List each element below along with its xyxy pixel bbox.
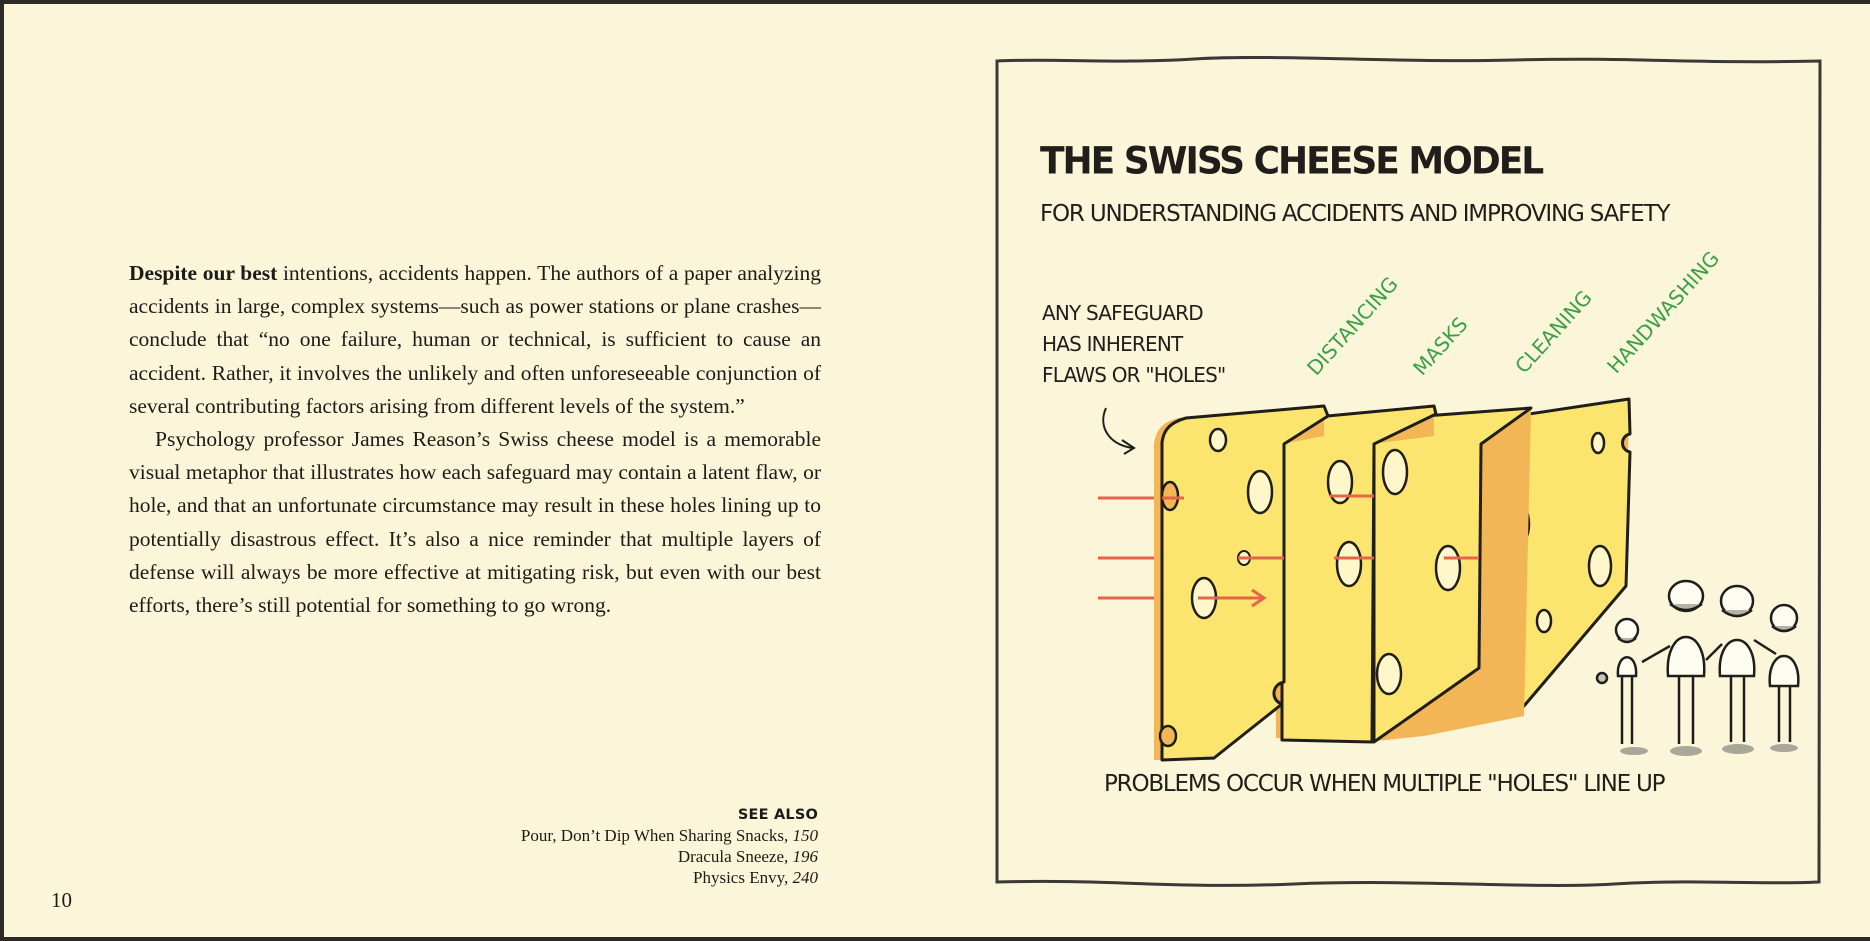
see-also-page: 196 xyxy=(792,847,818,866)
see-also xyxy=(398,805,818,888)
family-figures xyxy=(1597,581,1798,756)
figure-subtitle: FOR UNDERSTANDING ACCIDENTS AND IMPROVING SAFETY xyxy=(1040,201,1670,227)
book-spread xyxy=(4,4,1870,937)
see-also-page: 240 xyxy=(792,868,818,887)
layer-label-masks: MASKS xyxy=(1408,312,1473,380)
note-line: ANY SAFEGUARD xyxy=(1042,301,1203,325)
see-also-item[interactable] xyxy=(398,825,818,846)
paragraph-1 xyxy=(129,257,821,423)
page-number: 10 xyxy=(51,888,72,912)
pointer-arrow-icon xyxy=(1103,408,1132,448)
paragraph-1-text: intentions, accidents happen. The authors of a paper analyzing accidents in large, complex systems—such as power stations or plane crashes—conclude that “no one failure, human or technical, is sufficient to cause an accident. Rather, it involves the unlikely and often unforeseeable conjunction of several contributing factors arising from different levels of the system.” xyxy=(129,261,821,418)
see-also-page: 150 xyxy=(792,826,818,845)
layer-label-distancing: DISTANCING xyxy=(1302,272,1403,380)
paragraph-2: Psychology professor James Reason’s Swiss cheese model is a memorable visual metaphor that illustrates how each safeguard may contain a latent flaw, or hole, and that an unfortunate circumstance may result in these holes lining up to potentially disastrous effect. It’s also a nice reminder that multiple layers of defense will always be more effective at mitigating risk, but even with our best efforts, there’s still potential for something to go wrong. xyxy=(129,427,821,618)
figure-title: THE SWISS CHEESE MODEL xyxy=(1040,139,1543,184)
note-line: FLAWS OR "HOLES" xyxy=(1042,363,1226,387)
see-also-title: Dracula Sneeze, xyxy=(677,847,793,866)
see-also-item[interactable] xyxy=(398,867,818,888)
body-text xyxy=(129,257,821,622)
swiss-cheese-illustration xyxy=(994,56,1824,892)
see-also-title: Pour, Don’t Dip When Sharing Snacks, xyxy=(520,826,793,845)
cheese-slice-cleaning xyxy=(1366,408,1531,742)
see-also-title: Physics Envy, xyxy=(693,868,793,887)
lead-in-bold: Despite our best xyxy=(129,261,278,285)
note-line: HAS INHERENT xyxy=(1042,332,1183,356)
layer-label-handwashing: HANDWASHING xyxy=(1602,246,1725,378)
layer-label-cleaning: CLEANING xyxy=(1510,285,1597,378)
see-also-item[interactable] xyxy=(398,846,818,867)
figure-caption: PROBLEMS OCCUR WHEN MULTIPLE "HOLES" LINE UP xyxy=(1104,771,1665,797)
safeguard-note xyxy=(1042,298,1225,391)
see-also-heading: SEE ALSO xyxy=(737,807,818,823)
hazard-arrows xyxy=(1098,498,1162,598)
